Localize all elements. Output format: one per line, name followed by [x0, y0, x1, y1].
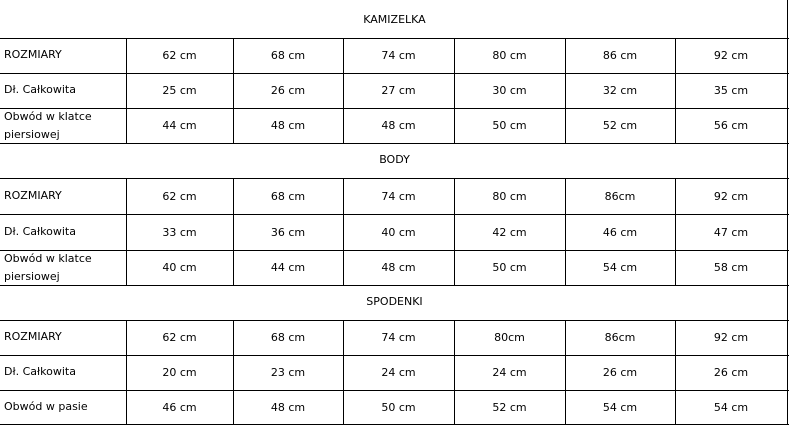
- grid-line: [0, 178, 789, 179]
- table-cell: 86cm: [604, 331, 636, 344]
- grid-line: [0, 214, 789, 215]
- grid-line: [126, 320, 127, 425]
- grid-line: [675, 38, 676, 143]
- row-label: ROZMIARY: [4, 330, 62, 343]
- grid-line: [675, 178, 676, 285]
- table-cell: 33 cm: [162, 226, 197, 239]
- table-cell: 80 cm: [492, 49, 527, 62]
- table-cell: 32 cm: [602, 84, 638, 97]
- row-label: ROZMIARY: [4, 189, 62, 202]
- section-title-kamizelka: KAMIZELKA: [363, 13, 426, 26]
- table-cell: 26 cm: [270, 84, 306, 97]
- grid-line: [233, 38, 234, 143]
- grid-line: [565, 38, 566, 143]
- row-label: Dł. Całkowita: [4, 83, 76, 96]
- grid-line: [233, 320, 234, 425]
- grid-line: [233, 178, 234, 285]
- section-title-spodenki: SPODENKI: [366, 295, 423, 308]
- table-cell: 44 cm: [270, 261, 306, 274]
- table-cell: 25 cm: [162, 84, 197, 97]
- table-cell: 92 cm: [713, 190, 749, 203]
- table-cell: 46 cm: [602, 226, 638, 239]
- grid-line: [565, 320, 566, 425]
- row-label: Dł. Całkowita: [4, 225, 76, 238]
- table-cell: 62 cm: [162, 190, 197, 203]
- table-cell: 26 cm: [602, 366, 638, 379]
- row-label: Obwód w klatce piersiowej: [4, 110, 92, 141]
- section-title-body: BODY: [379, 153, 410, 166]
- grid-line: [343, 320, 344, 425]
- grid-line: [0, 250, 789, 251]
- grid-line: [0, 355, 789, 356]
- table-cell: 40 cm: [381, 226, 416, 239]
- grid-line: [343, 178, 344, 285]
- row-label: ROZMIARY: [4, 48, 62, 61]
- table-cell: 44 cm: [162, 119, 197, 132]
- grid-line: [343, 38, 344, 143]
- table-cell: 58 cm: [713, 261, 749, 274]
- table-cell: 68 cm: [270, 190, 306, 203]
- table-cell: 35 cm: [713, 84, 749, 97]
- table-cell: 62 cm: [162, 49, 197, 62]
- grid-line: [0, 320, 789, 321]
- table-cell: 20 cm: [162, 366, 197, 379]
- table-cell: 48 cm: [270, 119, 306, 132]
- grid-line: [0, 143, 789, 144]
- row-label: Obwód w pasie: [4, 400, 88, 413]
- table-cell: 86cm: [604, 190, 636, 203]
- table-cell: 92 cm: [713, 49, 749, 62]
- table-cell: 48 cm: [270, 401, 306, 414]
- table-cell: 24 cm: [381, 366, 416, 379]
- grid-line: [675, 320, 676, 425]
- table-cell: 54 cm: [713, 401, 749, 414]
- table-cell: 74 cm: [381, 331, 416, 344]
- table-cell: 46 cm: [162, 401, 197, 414]
- grid-line: [454, 38, 455, 143]
- table-cell: 86 cm: [602, 49, 638, 62]
- table-cell: 62 cm: [162, 331, 197, 344]
- table-cell: 48 cm: [381, 119, 416, 132]
- grid-line: [0, 38, 789, 39]
- grid-line: [0, 73, 789, 74]
- row-label: Obwód w klatce piersiowej: [4, 252, 92, 283]
- grid-line: [0, 285, 789, 286]
- table-cell: 48 cm: [381, 261, 416, 274]
- grid-line: [787, 0, 788, 425]
- table-cell: 54 cm: [602, 401, 638, 414]
- table-cell: 23 cm: [270, 366, 306, 379]
- table-cell: 50 cm: [492, 119, 527, 132]
- table-cell: 92 cm: [713, 331, 749, 344]
- table-cell: 50 cm: [381, 401, 416, 414]
- grid-line: [454, 320, 455, 425]
- table-cell: 30 cm: [492, 84, 527, 97]
- table-cell: 26 cm: [713, 366, 749, 379]
- table-cell: 56 cm: [713, 119, 749, 132]
- table-cell: 42 cm: [492, 226, 527, 239]
- grid-line: [0, 108, 789, 109]
- row-label: Dł. Całkowita: [4, 365, 76, 378]
- table-cell: 36 cm: [270, 226, 306, 239]
- table-cell: 74 cm: [381, 49, 416, 62]
- grid-line: [0, 390, 789, 391]
- table-cell: 52 cm: [602, 119, 638, 132]
- table-cell: 24 cm: [492, 366, 527, 379]
- grid-line: [565, 178, 566, 285]
- table-cell: 68 cm: [270, 331, 306, 344]
- table-cell: 74 cm: [381, 190, 416, 203]
- table-cell: 54 cm: [602, 261, 638, 274]
- grid-line: [126, 38, 127, 143]
- grid-line: [126, 178, 127, 285]
- table-cell: 47 cm: [713, 226, 749, 239]
- table-cell: 68 cm: [270, 49, 306, 62]
- table-cell: 80 cm: [492, 190, 527, 203]
- table-cell: 40 cm: [162, 261, 197, 274]
- table-cell: 27 cm: [381, 84, 416, 97]
- table-cell: 52 cm: [492, 401, 527, 414]
- grid-line: [454, 178, 455, 285]
- table-cell: 80cm: [494, 331, 525, 344]
- table-cell: 50 cm: [492, 261, 527, 274]
